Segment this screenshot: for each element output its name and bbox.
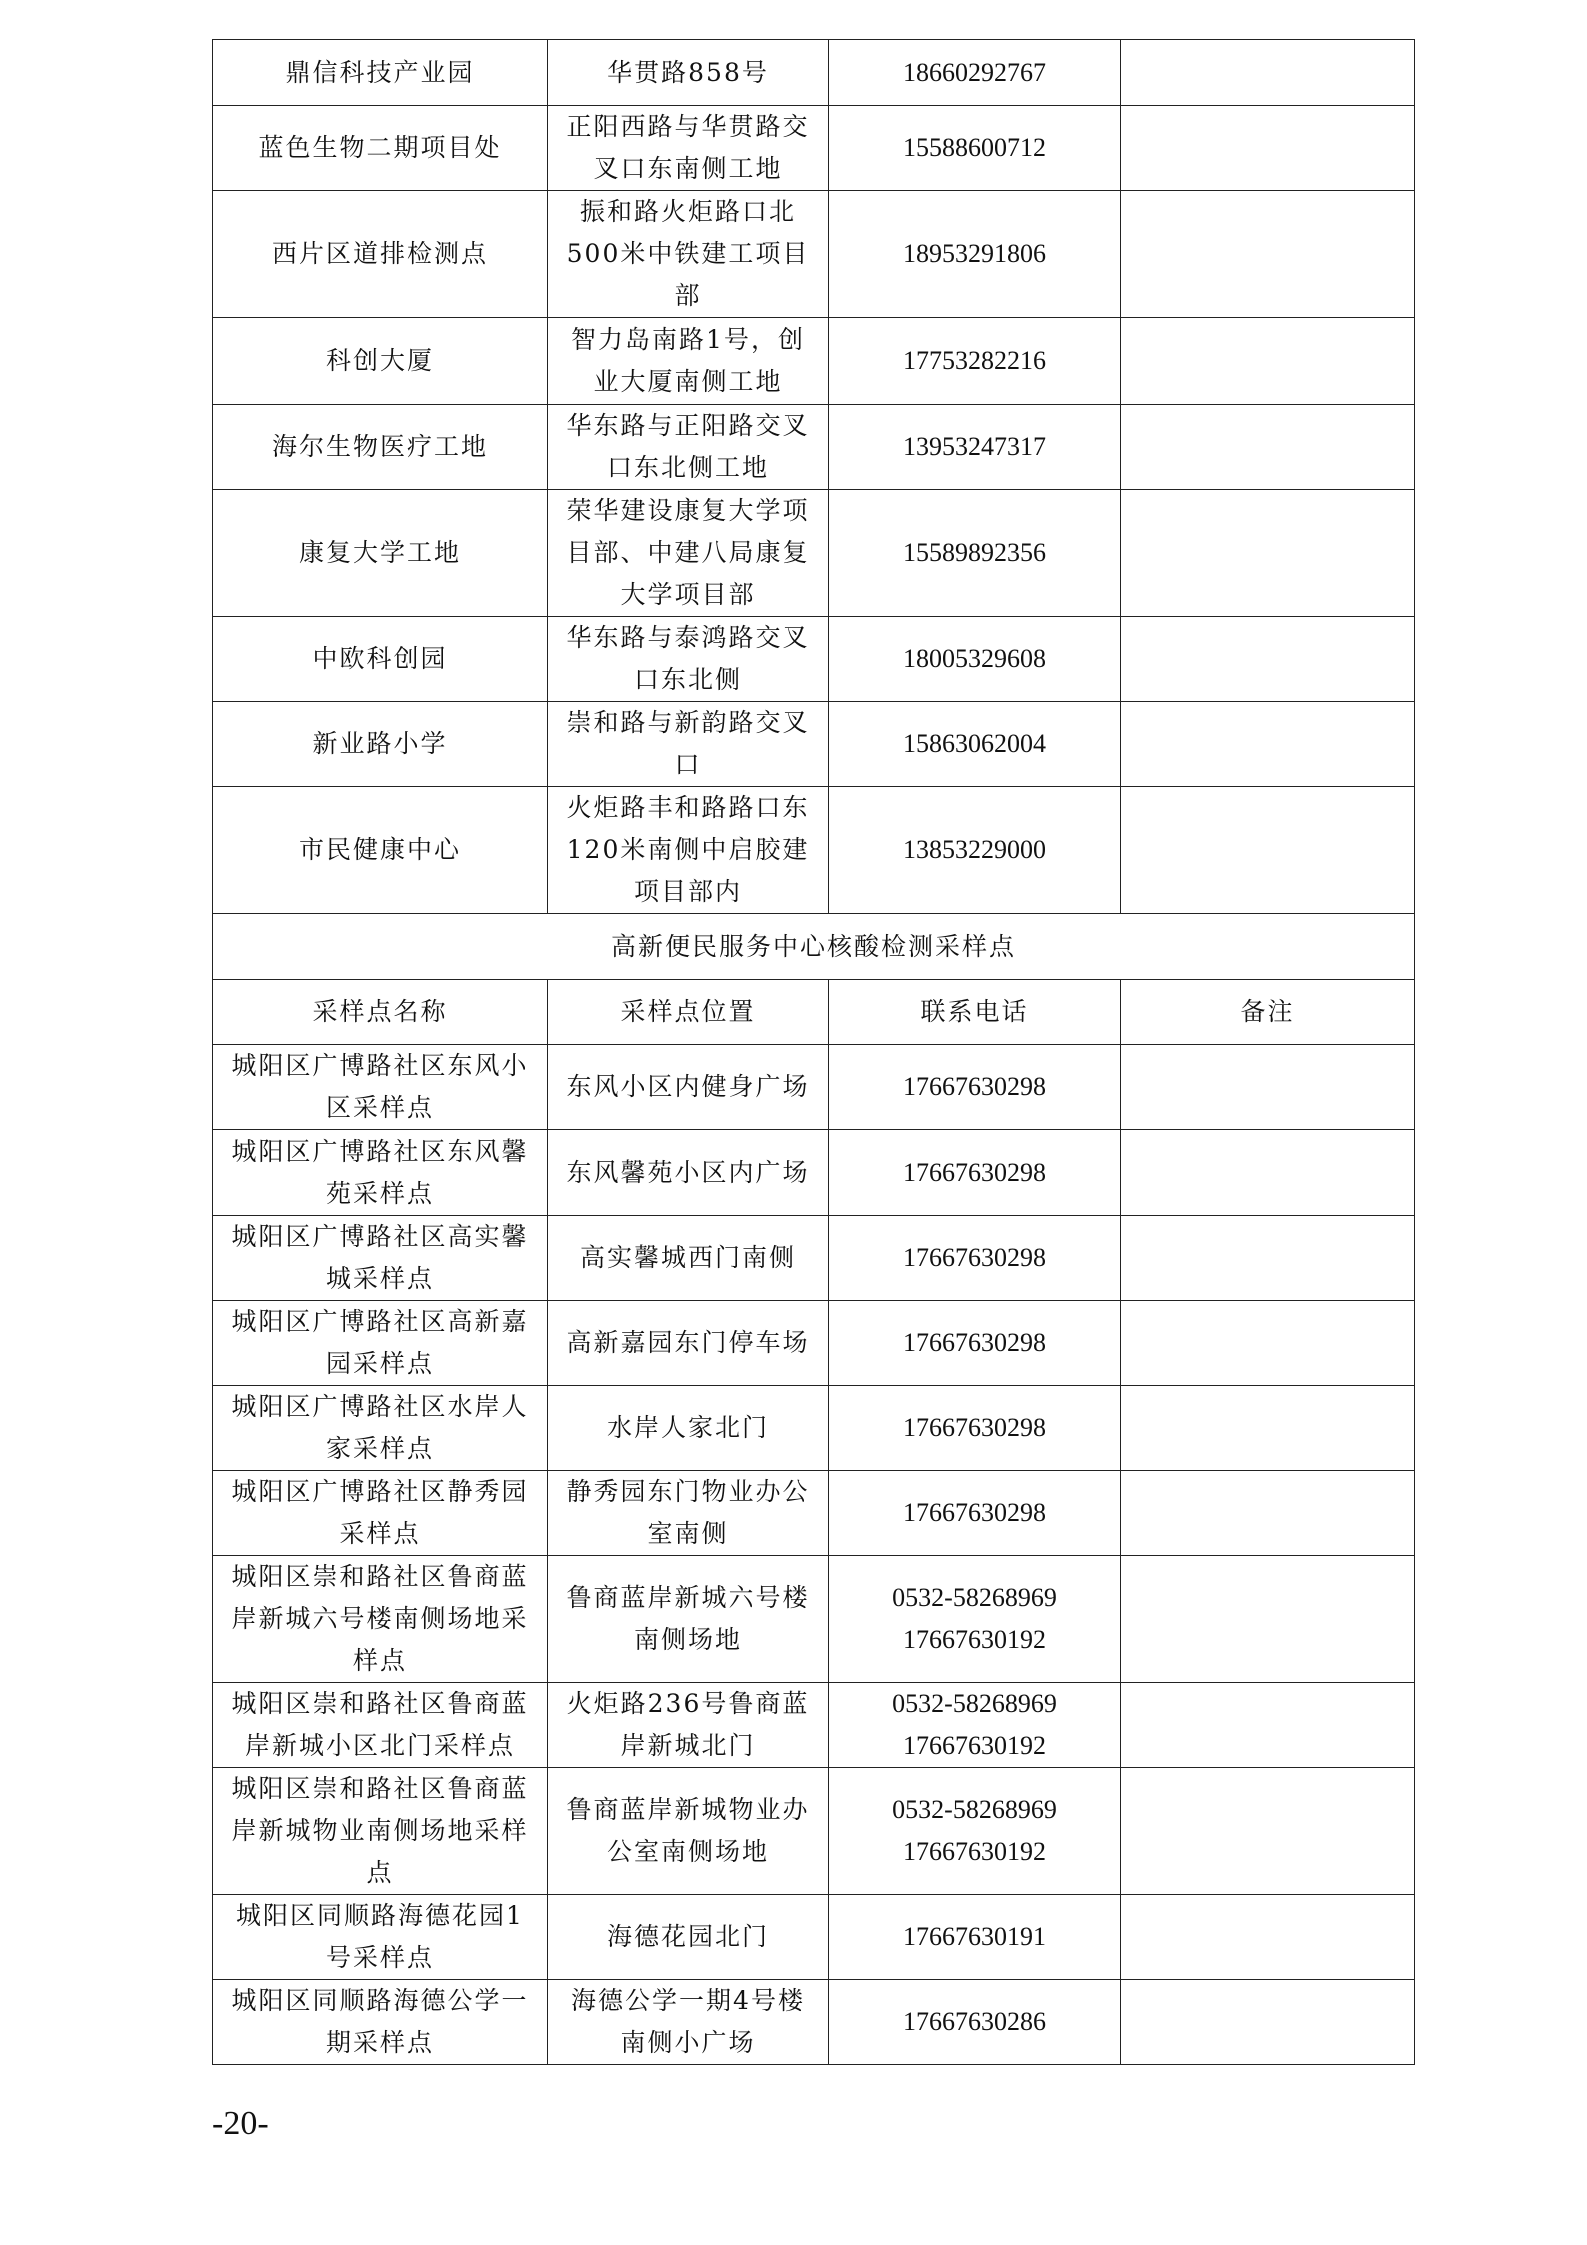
cell-note [1121, 1301, 1415, 1386]
cell-phone: 18660292767 [829, 40, 1121, 106]
cell-note [1121, 1980, 1415, 2065]
cell-note [1121, 617, 1415, 702]
cell-note [1121, 106, 1415, 191]
cell-location: 荣华建设康复大学项目部、中建八局康复大学项目部 [548, 490, 829, 617]
cell-name: 城阳区广博路社区静秀园采样点 [213, 1471, 548, 1556]
cell-name: 城阳区同顺路海德花园1号采样点 [213, 1895, 548, 1980]
table-row [213, 405, 1415, 490]
section-rows [213, 1045, 1415, 2065]
cell-location: 智力岛南路1号，创业大厦南侧工地 [548, 318, 829, 405]
cell-name: 城阳区广博路社区东风小区采样点 [213, 1045, 548, 1130]
cell-location: 东风馨苑小区内广场 [548, 1130, 829, 1216]
cell-phone: 17753282216 [829, 318, 1121, 405]
header-note: 备注 [1121, 980, 1415, 1045]
cell-name: 城阳区崇和路社区鲁商蓝岸新城六号楼南侧场地采样点 [213, 1556, 548, 1683]
cell-name: 城阳区崇和路社区鲁商蓝岸新城物业南侧场地采样点 [213, 1768, 548, 1895]
cell-note [1121, 1130, 1415, 1216]
cell-phone: 0532-58268969 17667630192 [829, 1556, 1121, 1683]
cell-note [1121, 1556, 1415, 1683]
cell-location: 火炬路丰和路路口东120米南侧中启胶建项目部内 [548, 787, 829, 914]
cell-location: 水岸人家北门 [548, 1386, 829, 1471]
cell-phone: 17667630298 [829, 1301, 1121, 1386]
section-title: 高新便民服务中心核酸检测采样点 [213, 914, 1415, 980]
header-name: 采样点名称 [213, 980, 548, 1045]
cell-note [1121, 1895, 1415, 1980]
cell-name: 城阳区广博路社区高实馨城采样点 [213, 1216, 548, 1301]
table-row [213, 1895, 1415, 1980]
cell-location: 火炬路236号鲁商蓝岸新城北门 [548, 1683, 829, 1768]
cell-note [1121, 787, 1415, 914]
table-row [213, 40, 1415, 106]
cell-note [1121, 405, 1415, 490]
cell-name: 西片区道排检测点 [213, 191, 548, 318]
cell-phone: 0532-58268969 17667630192 [829, 1768, 1121, 1895]
table-row [213, 490, 1415, 617]
cell-phone: 17667630191 [829, 1895, 1121, 1980]
cell-name: 城阳区广博路社区高新嘉园采样点 [213, 1301, 548, 1386]
cell-location: 振和路火炬路口北500米中铁建工项目部 [548, 191, 829, 318]
cell-location: 崇和路与新韵路交叉口 [548, 702, 829, 787]
table-row [213, 1980, 1415, 2065]
table-row [213, 1386, 1415, 1471]
cell-location: 正阳西路与华贯路交叉口东南侧工地 [548, 106, 829, 191]
table-row [213, 191, 1415, 318]
table-row [213, 1216, 1415, 1301]
table-row [213, 1556, 1415, 1683]
cell-location: 华贯路858号 [548, 40, 829, 106]
cell-location: 东风小区内健身广场 [548, 1045, 829, 1130]
table-row [213, 617, 1415, 702]
cell-name: 城阳区崇和路社区鲁商蓝岸新城小区北门采样点 [213, 1683, 548, 1768]
page-number: -20- [212, 2105, 269, 2142]
cell-phone: 15589892356 [829, 490, 1121, 617]
table-row [213, 106, 1415, 191]
cell-location: 高新嘉园东门停车场 [548, 1301, 829, 1386]
table-row [213, 1768, 1415, 1895]
cell-note [1121, 40, 1415, 106]
cell-name: 城阳区广博路社区东风馨苑采样点 [213, 1130, 548, 1216]
cell-phone: 17667630298 [829, 1130, 1121, 1216]
section-title-row [213, 914, 1415, 980]
cell-name: 科创大厦 [213, 318, 548, 405]
cell-name: 城阳区广博路社区水岸人家采样点 [213, 1386, 548, 1471]
table-row [213, 1471, 1415, 1556]
cell-phone: 17667630298 [829, 1216, 1121, 1301]
cell-note [1121, 1386, 1415, 1471]
cell-name: 康复大学工地 [213, 490, 548, 617]
cell-name: 蓝色生物二期项目处 [213, 106, 548, 191]
cell-name: 市民健康中心 [213, 787, 548, 914]
cell-note [1121, 1768, 1415, 1895]
cell-phone: 15863062004 [829, 702, 1121, 787]
cell-phone: 15588600712 [829, 106, 1121, 191]
cell-location: 鲁商蓝岸新城物业办公室南侧场地 [548, 1768, 829, 1895]
cell-phone: 18005329608 [829, 617, 1121, 702]
table-row [213, 318, 1415, 405]
cell-location: 华东路与泰鸿路交叉口东北侧 [548, 617, 829, 702]
top-rows [213, 40, 1415, 914]
cell-note [1121, 1683, 1415, 1768]
cell-location: 华东路与正阳路交叉口东北侧工地 [548, 405, 829, 490]
cell-name: 新业路小学 [213, 702, 548, 787]
sampling-sites-table [212, 39, 1415, 2065]
cell-location: 鲁商蓝岸新城六号楼南侧场地 [548, 1556, 829, 1683]
cell-location: 静秀园东门物业办公室南侧 [548, 1471, 829, 1556]
cell-note [1121, 1216, 1415, 1301]
cell-name: 中欧科创园 [213, 617, 548, 702]
header-location: 采样点位置 [548, 980, 829, 1045]
cell-note [1121, 1471, 1415, 1556]
cell-note [1121, 702, 1415, 787]
cell-phone: 17667630298 [829, 1471, 1121, 1556]
cell-note [1121, 1045, 1415, 1130]
cell-note [1121, 191, 1415, 318]
cell-name: 海尔生物医疗工地 [213, 405, 548, 490]
cell-location: 高实馨城西门南侧 [548, 1216, 829, 1301]
table-row [213, 1683, 1415, 1768]
cell-phone: 17667630286 [829, 1980, 1121, 2065]
cell-phone: 0532-58268969 17667630192 [829, 1683, 1121, 1768]
cell-phone: 18953291806 [829, 191, 1121, 318]
cell-name: 鼎信科技产业园 [213, 40, 548, 106]
cell-phone: 17667630298 [829, 1386, 1121, 1471]
table-row [213, 1045, 1415, 1130]
cell-name: 城阳区同顺路海德公学一期采样点 [213, 1980, 548, 2065]
table-row [213, 702, 1415, 787]
cell-location: 海德公学一期4号楼南侧小广场 [548, 1980, 829, 2065]
cell-location: 海德花园北门 [548, 1895, 829, 1980]
cell-phone: 13853229000 [829, 787, 1121, 914]
cell-note [1121, 490, 1415, 617]
header-phone: 联系电话 [829, 980, 1121, 1045]
cell-phone: 13953247317 [829, 405, 1121, 490]
table-row [213, 1130, 1415, 1216]
cell-phone: 17667630298 [829, 1045, 1121, 1130]
cell-note [1121, 318, 1415, 405]
header-row [213, 980, 1415, 1045]
table-row [213, 1301, 1415, 1386]
table-row [213, 787, 1415, 914]
